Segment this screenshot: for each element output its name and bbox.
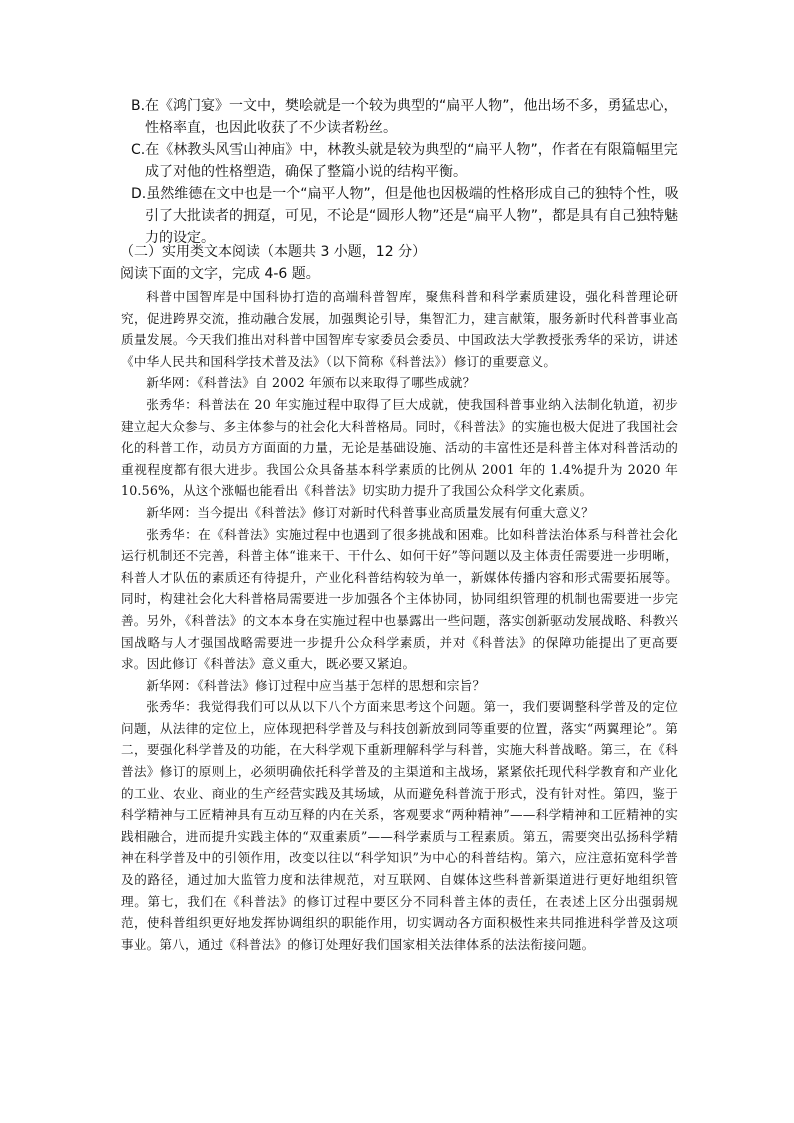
section-header <box>120 241 680 285</box>
section-instruction: 阅读下面的文字，完成 4-6 题。 <box>120 266 320 282</box>
article-paragraph: 张秀华：我觉得我们可以从以下八个方面来思考这个问题。第一，我们要调整科学普及的定位问题，从法律的定位上，应体现把科学普及与科技创新放到同等重要的位置，落实“两翼理论”。第二，要强化科学普及的功能，在大科学观下重新理解科学与科普，实施大科普战略。第三，在《科普法》修订的原则上，必须明确依托科学普及的主渠道和主战场，紧紧依托现代科学教育和产业化的工业、农业、商业的生产经营实践及其场域，从而避免科普流于形式，没有针对性。第四，鉴于科学精神与工匠精神具有互动互释的内在关系，客观要求“两种精神”——科学精神和工匠精神的实践相融合，进而提升实践主体的“双重素质”——科学素质与工程素质。第五，需要突出弘扬科学精神在科学普及中的引领作用，改变以往以“科学知识”为中心的科普结构。第六，应注意拓宽科学普及的路径，通过加大监管力度和法律规范，对互联网、自媒体这些科普新渠道进行更好地组织管理。第七，我们在《科普法》的修订过程中要区分不同科普主体的责任，在表述上区分出强弱规范，使科普组织更好地发挥协调组织的职能作用，切实调动各方面积极性来共同推进科学普及这项事业。第八，通过《科普法》的修订处理好我们国家相关法律体系的法法衔接问题。 <box>121 699 678 952</box>
article-paragraph: 张秀华：在《科普法》实施过程中也遇到了很多挑战和困难。比如科普法治体系与科普社会化运行机制还不完善，科普主体“谁来干、干什么、如何干好”等问题以及主体责任需要进一步明晰，科普人才队伍的素质还有待提升，产业化科普结构较为单一，新媒体传播内容和形式需要拓展等。同时，构建社会化大科普格局需要进一步加强各个主体协同，协同组织管理的机制也需要进一步完善。另外，《科普法》的文本本身在实施过程中也暴露出一些问题，落实创新驱动发展战略、科教兴国战略与人才强国战略需要进一步提升公众科学素质，并对《科普法》的保障功能提出了更高要求。因此修订《科普法》意义重大，既必要又紧迫。 <box>121 526 678 672</box>
article-paragraph: 新华网：《科普法》自 2002 年颁布以来取得了哪些成就？ <box>146 375 476 391</box>
article-paragraph: 张秀华：科普法在 20 年实施过程中取得了巨大成就，使我国科普事业纳入法制化轨道，初步建立起大众参与、多主体参与的社会化大科普格局。同时，《科普法》的实施也极大促进了我国社会化的科普工作，动员方方面面的力量，无论是基础设施、活动的丰富性还是科普主体对科普活动的重视程度都有很大进步。我国公众具备基本科学素质的比例从 2001 年的 1.4%提升为 2020 年 10.56%，从这个涨幅也能看出《科普法》切实助力提升了我国公众科学文化素质。 <box>121 396 678 499</box>
article-paragraph: 新华网：《科普法》修订过程中应当基于怎样的思想和宗旨？ <box>146 677 486 693</box>
reading-article <box>121 286 678 955</box>
answer-options <box>131 95 691 249</box>
option-c: C.在《林教头风雪山神庙》中，林教头就是较为典型的“扁平人物”，作者在有限篇幅里完成了对他的性格塑造，确保了整篇小说的结构平衡。 <box>131 142 678 180</box>
option-b: B.在《鸿门宴》一文中，樊哙就是一个较为典型的“扁平人物”，他出场不多，勇猛忠心，性格率直，也因此收获了不少读者粉丝。 <box>131 98 678 136</box>
article-paragraph: 科普中国智库是中国科协打造的高端科普智库，聚焦科普和科学素质建设，强化科普理论研究，促进跨界交流，推动融合发展，加强舆论引导，集智汇力，建言献策，服务新时代科普事业高质量发展。今天我们推出对科普中国智库专家委员会委员、中国政法大学教授张秀华的采访，讲述《中华人民共和国科学技术普及法》（以下简称《科普法》）修订的重要意义。 <box>121 289 678 369</box>
option-d: D.虽然维德在文中也是一个“扁平人物”，但是他也因极端的性格形成自己的独特个性，吸引了大批读者的拥趸，可见，不论是“圆形人物”还是“扁平人物”，都是具有自己独特魅力的设定。 <box>131 186 679 246</box>
section-title: （二）实用类文本阅读（本题共 3 小题，12 分） <box>120 244 427 260</box>
article-paragraph: 新华网：当今提出《科普法》修订对新时代科普事业高质量发展有何重大意义？ <box>146 504 594 520</box>
